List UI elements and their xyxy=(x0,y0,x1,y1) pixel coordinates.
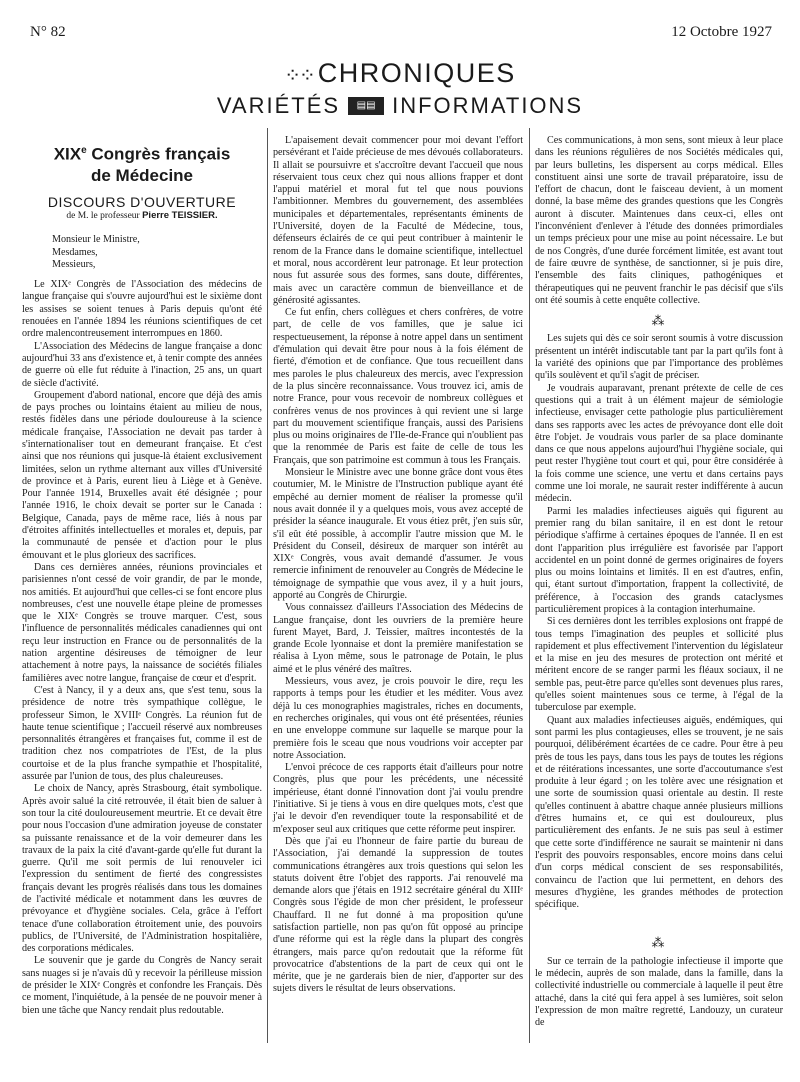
masthead-informations: INFORMATIONS xyxy=(392,93,584,118)
page-header xyxy=(30,24,772,44)
paragraph: C'est à Nancy, il y a deux ans, que s'est tenu, sous la présidence de notre très sympathique collègue, le professeur Simon, le XVIIIᵉ Congrès. La réunion fut de haute tenue scientifique ; l'accueil réservé aux nombreuses personnalités étrangères et françaises fut, comme il est de tradition chez nos compatriotes de l'Est, de la plus courtoise et de la plus franche sympathie et l'hospitalité, assurée par l'union de tous, des plus chaleureuses. xyxy=(22,684,262,783)
salutation-line: Mesdames, xyxy=(52,246,98,258)
paragraph: Dès que j'ai eu l'honneur de faire partie du bureau de l'Association, j'ai demandé la suppression de toutes communications étrangères aux trois questions qui selon les statuts doivent être l'objet des rapports. J'ai renouvelé ma demande alors que j'étais en 1912 secrétaire général du XIIIᵉ Congrès sous l'égide de mon cher président, le professeur Chauffard. Il ne fut donné à ma proposition qu'une satisfaction partielle, non pas qu'on fût opposé au principe d'une réforme qui est la règle dans la plupart des congrès étrangers, mais parce qu'on redoutait que la réforme fût provocatrice d'abstentions de la part de ceux qui ont le mérite, que je ne garderais bien de nier, d'apporter sur des sujets divers le résultat de leurs observations. xyxy=(273,835,523,995)
column-2 xyxy=(273,135,523,996)
column-1 xyxy=(22,128,262,1017)
paragraph: Les sujets qui dès ce soir seront soumis à votre discussion présentent un intérêt indiscutable tant par la part qu'ils font à la variété des opinions que par l'importance des problèmes qu'ils soulèvent et qu'il s'agit de préciser. xyxy=(535,333,783,382)
ornament-icon: ⁘⁘ xyxy=(284,65,314,87)
article-subheading: DISCOURS D'OUVERTURE xyxy=(47,193,237,210)
paragraph: Ce fut enfin, chers collègues et chers confrères, de votre part, de celle de vos familles, que je salue ici respectueusement, la réponse à notre appel dans un sentiment d'émulation qui devait être pour nous à la fois élément de fierté, d'émotion et de confiance. Que tous recueillent dans mes paroles le plus chaleureux des mercis, avec l'expression de la plus sincère reconnaissance. Vous trouvez ici, amis de notre France, pour vous recevoir de nombreux collègues et confrères venus de nos provinces à qui revient une si large part du mouvement scientifique français, aussi des Parisiens plus ou moins originaires de l'Ile-de-France qui n'oublient pas que la renommée de Paris est faite de celle de tous les Français, que son patrimoine est commun à tous les Français. xyxy=(273,307,523,466)
masthead-emblem-icon: ▤▤ xyxy=(348,97,384,115)
paragraph: L'envoi précoce de ces rapports était d'ailleurs pour notre Congrès, plus que pour les précédents, une nécessité impérieuse, étant donné l'innovation dont j'ai voulu prendre l'initiative. Si je tiens à vous en dire quelques mots, c'est que j'ai le devoir d'en revendiquer toute la responsabilité et de m'exposer seul aux critiques que cette réforme peut inspirer. xyxy=(273,762,523,835)
issue-number: N° 82 xyxy=(30,24,66,40)
paragraph: L'Association des Médecins de langue française a donc aujourd'hui 33 ans d'existence et, à tenir compte des années de guerre où elle fut réduite à l'inaction, 25 ans, un quart de siècle d'activité. xyxy=(22,340,262,389)
paragraph: Si ces dernières dont les terribles explosions ont frappé de tous temps l'imagination des peuples et sollicité plus rapidement et plus effectivement l'intervention du législateur et la mise en jeu des mesures de protection ont mérité et méritent encore de se ranger parmi les fléaux sociaux, il ne semble pas, peut-être parce qu'elles sont devenues plus rares, qu'elles soient maintenues sous ce terme, à l'égal de la tuberculose par exemple. xyxy=(535,616,783,714)
article-byline: de M. le professeur Pierre TEISSIER. xyxy=(66,209,218,221)
paragraph: L'apaisement devait commencer pour moi devant l'effort persévérant et l'aide précieuse de mes dévoués collaborateurs. Il allait se poursuivre et s'accroître devant l'accueil que nous réservaient tous ceux chez qui nous allions frapper et dont l'appui matériel et moral fut tel que nous pouvions l'ambitionner. Membres du gouvernement, des assemblées municipales et départementales, représentants éminents de l'Université, doyen de la Faculté de Médecine, tous, défenseurs éclairés de ce qui peut contribuer à maintenir le renom de la France dans le domaine scientifique, intellectuel et moral, nous accordèrent leur patronage. Et leur protection nous fut assurée sous des formes, sans doute, différentes, mais avec un caractère commun de bienveillance et de générosité agissantes. xyxy=(273,135,523,306)
paragraph: Monsieur le Ministre avec une bonne grâce dont vous êtes coutumier, M. le Ministre de l'Instruction publique ayant été empêché au dernier moment de réaliser la promesse qu'il nous avait donnée il y a quelques mois, vous avez accepté de présider la séance inaugurale. Et vous étiez prêt, j'en suis sûr, s'il eût été possible, à accomplir l'autre mission que M. le Président du Conseil, désireux de marquer son intérêt au XIXᵉ Congrès, vous avait demandé d'assumer. Je vous remercie infiniment de renouveler au Congrès de Médecine le témoignage de sympathie que vous avez, il y a huit jours, apporté au Congrès de Chirurgie. xyxy=(273,467,523,601)
paragraph: Quant aux maladies infectieuses aiguës, endémiques, qui sont parmi les plus contagieuses, elles se trouvent, je ne sais pourquoi, délibérément écartées de ce cadre. Pour être à peu près de tous les pays, dans tous les pays de toutes les régions et de réitérations incessantes, une sorte d'accoutumance s'est produite à leur égard ; on les tolère avec une résignation et une sorte de soumission quasi orientale au destin. Il reste qu'elles continuent à abattre chaque année plusieurs millions d'êtres humains et, ce qui est douloureux, plus particulièrement des enfants. Je ne suis pas seul à estimer que cette sorte d'indifférence ne saurait se maintenir ni dans l'esprit des pouvoirs responsables, encore moins dans celui d'un corps médical conscient de ses responsabilités, convaincu de l'action que lui permettent, en dehors des mesures d'hygiène, les grandes méthodes de protection spécifique. xyxy=(535,714,783,911)
masthead xyxy=(0,58,800,119)
paragraph: Ces communications, à mon sens, sont mieux à leur place dans les réunions régulières de nos Sociétés médicales qui, par leurs bulletins, les dispersent au corps médical. Elles constituent ainsi une sorte de travail préparatoire, issu de l'effort de chacun, dont le faisceau devient, à un moment donné, la base même des grandes questions que les Congrès auront à discuter. Maintenues dans ceux-ci, elles ont l'inconvénient d'enlever à l'étude des données primordiales un temps précieux pour une mise au point nécessaire. Le but de nos Congrès, d'une durée forcément limitée, est avant tout de faire œuvre de synthèse, de sanctionner, si je puis dire, l'ensemble des faits cliniques, pathogéniques et thérapeutiques qui ne peuvent franchir le pas décisif que s'ils ont été soumis à cette enquête collective. xyxy=(535,135,783,306)
paragraph: Le choix de Nancy, après Strasbourg, était symbolique. Après avoir salué la cité retrouvée, il était bien de saluer à son tour la cité douloureusement meurtrie. Et ce devait être pour nous l'occasion d'une admiration joyeuse de constater sa puissante renaissance et de la voir demeurer dans les travaux de la paix la cité d'avant-garde qu'elle fut durant la guerre. Qu'il me soit permis de lui renouveler ici l'expression du sentiment de fierté des congressistes français devant les progrès réalisés dans tous les domaines de l'activité médicale et notamment dans les œuvres de prévoyance et d'hygiène sociales. Cela, grâce à l'effort tenace d'une collaboration étroitement unie, des pouvoirs publics, de l'Université, de l'Administration hospitalière, des corporations médicales. xyxy=(22,783,262,955)
issue-date: 12 Octobre 1927 xyxy=(671,24,772,40)
paragraph: Messieurs, vous avez, je crois pouvoir le dire, reçu les rapports à temps pour les étudier et les méditer. Vous avez déjà lu ces monographies magistrales, riches en documents, en recherches originales, qui vous ont été présentées, réunies en une enveloppe commune sur laquelle se marque pour la première fois le sceau que nous voudrions voir accepter par notre Association. xyxy=(273,676,523,761)
section-separator: ⁂ xyxy=(651,313,667,329)
column-3 xyxy=(535,135,783,1029)
section-separator: ⁂ xyxy=(651,935,667,951)
paragraph: Vous connaissez d'ailleurs l'Association des Médecins de Langue française, dont les ouvriers de la première heure furent Mayet, Bard, J. Teissier, maîtres incontestés de la grande Ecole lyonnaise et dont la première manifestation se réalisa à Lyon même, sous le patronage de Potain, le plus aimé et le plus vénéré des maîtres. xyxy=(273,602,523,675)
masthead-chroniques: CHRONIQUES xyxy=(317,58,516,88)
salutation-line: Messieurs, xyxy=(52,258,96,270)
column-divider xyxy=(529,128,530,1043)
paragraph: Parmi les maladies infectieuses aiguës qui figurent au premier rang du bilan sanitaire, il en est dont le retour périodique s'affirme à certaines époques de l'année. Il en est dont l'apparition plus irrégulière est favorisée par l'apport accidentel en un point donné de germes originaires de foyers plus ou moins lointains et limités. Il en est d'autres, enfin, qui, étant surtout d'importation, frappent la collectivité, de préférence, à l'occasion des grands cataclysmes particulièrement propices à la contagion interhumaine. xyxy=(535,505,783,615)
paragraph: Dans ces dernières années, réunions provinciales et parisiennes n'ont cessé de voir grandir, de par le monde, nos amitiés. Et aujourd'hui que celles-ci se font encore plus nombreuses, c'est une nouvelle étape pleine de promesses que le XIXᵉ Congrès se trouve marquer. C'est, sous l'influence de personnalités médicales canadiennes qui ont reçu leur instruction en France ou de personnalités de la nation argentine désireuses de témoigner de leur attachement à notre pays, la naissance de sociétés filiales familières avec notre langue, française de cœur et d'esprit. xyxy=(22,561,262,684)
paragraph: Je voudrais auparavant, prenant prétexte de celle de ces questions qui a trait à un élément majeur de sémiologie infectieuse, envisager cette pathologie plus particulièrement dans ses rapports avec les actes de prévoyance dont elle doit être l'objet. Je voudrais vous parler de sa place dominante dans ce que nous appelons aujourd'hui l'hygiène sociale, qui peut rester l'hygiène tout court et qui, pour être considérée à la fois comme une science, une vertu et dans certains pays comme une loi morale, ne saurait rester indifférente à aucun médecin. xyxy=(535,382,783,505)
salutation-line: Monsieur le Ministre, xyxy=(52,234,140,246)
paragraph: Le souvenir que je garde du Congrès de Nancy serait sans nuages si je n'avais dû y recevoir la périlleuse mission de présider le XIXᵉ Congrès et confondre les Français. Dès ce moment, l'inquiétude, à la pensée de ne pouvoir mener à bien une tâche que Nancy rendait plus redoutable. xyxy=(22,955,262,1016)
paragraph: Le XIXᵉ Congrès de l'Association des médecins de langue française qui s'ouvre aujourd'hui est le sixième dont les assises se soient tenues à Paris depuis qu'ont été renouées en l'année 1894 les réunions scientifiques de cet ordre malencontreusement interrompues en 1860. xyxy=(22,279,262,340)
paragraph: Groupement d'abord national, encore que déjà des amis de pays proches ou lointains étaient au milieu de nous, restés fidèles dans une période douloureuse à la science médicale française, l'Association ne devait pas tarder à s'internationaliser tout en demeurant française. Et c'est ainsi que nos réunions qui jusque-là étaient exclusivement limitées, selon un rythme alternant aux villes d'Université de province et à Paris, eurent lieu à Liège et à Genève. Pour l'année 1914, Bruxelles avait été désignée ; pour l'année 1916, le choix devait se porter sur le Canada : Belgique, Canada, pays de même race, liés à nous par d'étroites affinités intellectuelles et morales et, depuis, par la communauté de pensée et d'action pour le plus émouvant et le plus glorieux des sacrifices. xyxy=(22,389,262,561)
column-divider xyxy=(267,128,268,1043)
masthead-varietes: VARIÉTÉS xyxy=(216,93,341,118)
article-title: XIXe Congrès français de Médecine xyxy=(53,144,231,185)
paragraph: Sur ce terrain de la pathologie infectieuse il importe que le médecin, auprès de son malade, dans la famille, dans la collectivité industrielle ou commerciale à laquelle il peut être attaché, dans la cité qui fera appel à ses lumières, soit selon l'expression de mon maître regretté, Landouzy, un curateur de xyxy=(535,955,783,1029)
